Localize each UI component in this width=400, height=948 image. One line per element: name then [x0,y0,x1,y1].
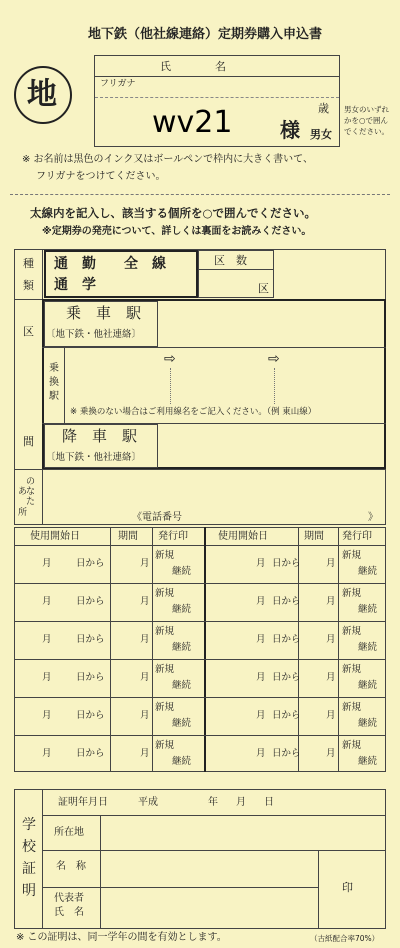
history-header-start-right: 使用開始日 [218,531,268,542]
history-period-right-field[interactable] [300,699,336,733]
history-start-date-right[interactable] [206,547,296,581]
history-period-left: 月 [140,596,150,607]
address-label-4: た [26,497,36,507]
history-new-right[interactable]: 新規 [342,664,362,675]
history-start-day-left: 日から [76,634,105,645]
notice-line-2: ※定期券の発売について、詳しくは裏面をお読みください。 [42,226,312,237]
history-start-date-right[interactable] [206,737,296,771]
name-instruction-1: ※ お名前は黒色のインク又はボールペンで枠内に大きく書いて、 [22,154,313,165]
route-side-1: 区 [23,325,34,338]
history-continue-left[interactable]: 継続 [172,680,192,691]
type-label-1: 種 [23,257,34,270]
history-header-start-left: 使用開始日 [30,531,80,542]
address-field[interactable] [44,471,384,511]
cert-day-label: 日 [264,797,274,808]
phone-open: 《電話番号 [132,512,182,523]
history-header-stamp-right: 発行印 [342,531,372,542]
history-start-day-right: 日から [272,710,301,721]
transfer-arrow-1: ⇨ [164,351,176,367]
gender-note-2: かを○で囲ん [344,116,389,125]
history-period-left: 月 [140,672,150,683]
history-row-divider [14,735,386,736]
history-start-day-left: 日から [76,558,105,569]
history-start-month-left: 月 [42,558,52,569]
type-label-2: 類 [23,279,34,292]
school-side-2: 校 [22,839,36,855]
history-start-month-right: 月 [256,748,266,759]
history-period-left: 月 [140,748,150,759]
history-row-divider [14,697,386,698]
history-start-day-right: 日から [272,596,301,607]
transfer-station-2-field[interactable] [172,349,272,403]
history-start-month-right: 月 [256,672,266,683]
furigana-label: フリガナ [100,79,136,89]
history-start-date-left[interactable] [16,661,108,695]
school-name-field[interactable] [102,852,316,886]
history-start-month-right: 月 [256,558,266,569]
address-label-5: 所 [18,508,28,518]
gender-note-1: 男女のいずれ [344,105,389,114]
history-period-left-field[interactable] [112,737,150,771]
history-continue-right[interactable]: 継続 [358,566,378,577]
history-continue-left[interactable]: 継続 [172,718,192,729]
history-period-right: 月 [326,672,336,683]
name-header: 氏 名 [160,60,226,73]
history-continue-left[interactable]: 継続 [172,756,192,767]
boarding-station-note: 〔地下鉄・他社連絡〕 [46,329,142,340]
alighting-station-note: 〔地下鉄・他社連絡〕 [46,452,142,463]
cert-date-label: 証明年月日 [58,797,108,808]
history-period-right: 月 [326,748,336,759]
history-period-left: 月 [140,634,150,645]
history-new-left[interactable]: 新規 [155,588,175,599]
cert-month-label: 月 [236,797,246,808]
history-start-date-left[interactable] [16,547,108,581]
address-label-3: な [26,487,36,497]
history-continue-right[interactable]: 継続 [358,680,378,691]
history-continue-right[interactable]: 継続 [358,604,378,615]
history-new-right[interactable]: 新規 [342,740,362,751]
history-start-month-left: 月 [42,596,52,607]
history-period-left-field[interactable] [112,585,150,619]
seal-label: 印 [342,881,353,894]
transfer-note: ※ 乗換のない場合はご利用線名をご記入ください。（例 東山線） [70,407,317,417]
address-label-2: あ [18,487,28,497]
history-continue-left[interactable]: 継続 [172,604,192,615]
boarding-station-label: 乗 車 駅 [66,304,142,322]
transfer-label-1: 乗 [49,363,59,374]
history-period-right-field[interactable] [300,623,336,657]
handwritten-name: wv21 [152,105,233,140]
honorific-sama: 様 [280,118,300,142]
history-new-left[interactable]: 新規 [155,626,175,637]
school-side-4: 明 [22,883,36,899]
history-period-right: 月 [326,710,336,721]
history-new-left[interactable]: 新規 [155,702,175,713]
history-new-left[interactable]: 新規 [155,664,175,675]
history-period-left: 月 [140,558,150,569]
history-period-left: 月 [140,710,150,721]
history-start-day-right: 日から [272,558,301,569]
school-address-field[interactable] [102,817,384,849]
history-period-right-field[interactable] [300,547,336,581]
history-continue-right[interactable]: 継続 [358,718,378,729]
section-unit: 区 [258,282,269,295]
history-start-month-right: 月 [256,710,266,721]
rep-name-field[interactable] [102,889,316,927]
history-start-date-left[interactable] [16,699,108,733]
history-start-date-right[interactable] [206,699,296,733]
history-start-date-left[interactable] [16,585,108,619]
history-start-date-left[interactable] [16,737,108,771]
history-start-day-right: 日から [272,748,301,759]
history-start-day-right: 日から [272,634,301,645]
phone-close: 》 [368,512,378,523]
history-period-right: 月 [326,634,336,645]
history-period-left-field[interactable] [112,623,150,657]
history-start-month-left: 月 [42,748,52,759]
gender-note-3: でください。 [344,127,389,136]
notice-line-1: 太線内を記入し、該当する個所を○で囲んでください。 [30,206,317,220]
history-start-day-left: 日から [76,748,105,759]
history-start-month-right: 月 [256,634,266,645]
history-start-date-left[interactable] [16,623,108,657]
option-commute[interactable]: 通 勤 全 線 [54,256,166,272]
history-period-right-field[interactable] [300,737,336,771]
route-side-2: 間 [23,435,34,448]
history-new-right[interactable]: 新規 [342,550,362,561]
history-start-day-left: 日から [76,672,105,683]
section-count-field[interactable] [200,269,272,296]
cert-year-label: 年 [208,797,218,808]
school-footer-note: ※ この証明は、同一学年の間を有効とします。 [16,932,227,943]
transfer-station-1-field[interactable] [66,349,166,403]
history-start-day-left: 日から [76,710,105,721]
section-count-label: 区 数 [214,254,247,267]
form-title: 地下鉄（他社線連絡）定期券購入申込書 [88,27,323,42]
transfer-station-3-field[interactable] [276,349,384,403]
history-start-month-left: 月 [42,672,52,683]
phone-field[interactable] [200,512,360,524]
divider [10,194,390,195]
rep-label-2: 氏 名 [54,907,84,918]
school-name-label: 名 称 [56,861,86,872]
history-period-left-field[interactable] [112,699,150,733]
history-period-right-field[interactable] [300,585,336,619]
history-start-day-right: 日から [272,672,301,683]
rep-label-1: 代表者 [54,893,84,904]
history-new-right[interactable]: 新規 [342,702,362,713]
history-start-day-left: 日から [76,596,105,607]
history-continue-right[interactable]: 継続 [358,756,378,767]
history-period-left-field[interactable] [112,547,150,581]
recycle-note: （古紙配合率70%） [310,934,380,943]
history-period-right: 月 [326,596,336,607]
alighting-station-field[interactable] [160,425,384,467]
cert-era: 平成 [138,797,158,808]
history-continue-left[interactable]: 継続 [172,642,192,653]
history-period-left-field[interactable] [112,661,150,695]
history-new-left[interactable]: 新規 [155,550,175,561]
history-header-period-right: 期間 [304,531,324,542]
history-row-divider [14,621,386,622]
subway-badge [14,66,72,124]
transfer-arrow-2: ⇨ [268,351,280,367]
school-side-3: 証 [22,861,36,877]
history-start-date-right[interactable] [206,623,296,657]
history-new-right[interactable]: 新規 [342,588,362,599]
history-continue-left[interactable]: 継続 [172,566,192,577]
option-school[interactable]: 通 学 [54,277,96,293]
transfer-label-3: 駅 [49,391,59,402]
history-continue-right[interactable]: 継続 [358,642,378,653]
history-new-right[interactable]: 新規 [342,626,362,637]
history-start-date-right[interactable] [206,585,296,619]
subway-badge-text: 地 [27,77,57,112]
gender-option[interactable]: 男女 [310,128,332,141]
history-start-month-right: 月 [256,596,266,607]
history-period-right: 月 [326,558,336,569]
history-row-divider [14,583,386,584]
history-start-date-right[interactable] [206,661,296,695]
school-address-label: 所在地 [54,827,84,838]
history-start-month-left: 月 [42,710,52,721]
alighting-station-label: 降 車 駅 [62,427,138,445]
address-label-1: の [26,477,36,487]
transfer-label-2: 換 [49,377,59,388]
history-header-stamp-left: 発行印 [158,531,188,542]
history-start-month-left: 月 [42,634,52,645]
school-side-1: 学 [22,817,36,833]
age-label: 歳 [318,102,329,115]
name-instruction-2: フリガナをつけてください。 [36,171,166,182]
history-period-right-field[interactable] [300,661,336,695]
history-new-left[interactable]: 新規 [155,740,175,751]
history-row-divider [14,659,386,660]
history-header-period-left: 期間 [118,531,138,542]
boarding-station-field[interactable] [160,302,384,346]
